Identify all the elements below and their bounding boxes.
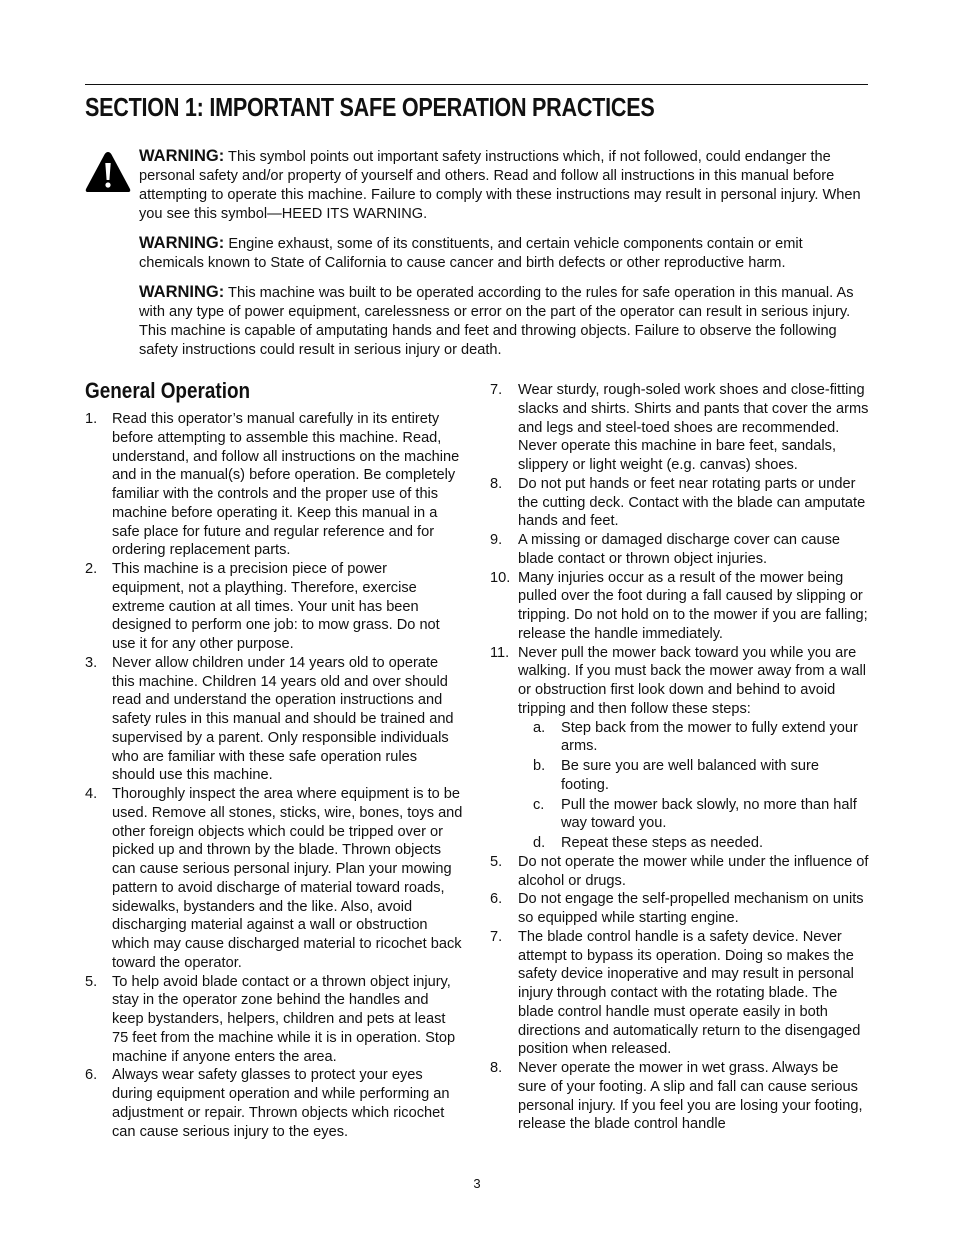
list-item <box>85 1066 463 1141</box>
warning-text: This machine was built to be operated according to the rules for safe operation in this manual. As with any type of power equipment, carelessness or error on the part of the operator can result in serious injury. This machine is capable of amputating hands and feet and throwing objects. Failure to observe the following safety instructions could result in serious injury or death. <box>139 285 854 358</box>
page-number: 3 <box>473 1176 481 1191</box>
item-text: This machine is a precision piece of power equipment, not a plaything. Therefore, exercise extreme caution at all times. Your unit has been designed to perform one job: to mow grass. Do not use it for any other purpose. <box>112 561 440 652</box>
warning-paragraph <box>139 147 867 224</box>
item-number: 11. <box>490 644 510 661</box>
item-text: Never pull the mower back toward you while you are walking. If you must back the mower away from a wall or obstruction first look down and behind to avoid tripping and then follow these steps: <box>518 644 866 717</box>
item-number: 8. <box>490 475 503 492</box>
item-text: Do not engage the self-propelled mechanism on units so equipped while starting engine. <box>518 891 864 926</box>
item-number: 2. <box>85 561 98 577</box>
item-number: 10. <box>490 569 511 586</box>
list-item <box>85 785 463 973</box>
item-number: 4. <box>85 786 98 802</box>
general-operation-heading: General Operation <box>85 378 251 403</box>
warnings-block <box>139 147 867 370</box>
item-number: 6. <box>85 1067 98 1084</box>
item-number: 9. <box>490 532 503 548</box>
header-rule <box>85 84 868 85</box>
item-text: The blade control handle is a safety device. Never attempt to bypass its operation. Doing so makes the safety device inoperative and may result in personal injury through contact with the rotating blade. The blade control handle must operate easily in both directions and automatically return to the disengaged position when released. <box>518 928 861 1058</box>
item-text: Never operate the mower in wet grass. Always be sure of your footing. A slip and fall can cause serious personal injury. If you feel you are losing your footing, release the blade control handle <box>518 1060 863 1133</box>
list-item <box>490 644 870 719</box>
item-text: A missing or damaged discharge cover can cause blade contact or thrown object injuries. <box>518 532 841 567</box>
list-item <box>85 654 463 785</box>
sub-item-letter: b. <box>533 758 546 774</box>
item-number: 1. <box>85 411 98 427</box>
list-item <box>490 381 870 475</box>
sub-list-item <box>490 757 870 795</box>
item-number: 6. <box>490 891 503 908</box>
list-item <box>85 973 463 1067</box>
list-item <box>85 410 463 560</box>
sub-item-text: Step back from the mower to fully extend your arms. <box>561 719 858 755</box>
warning-triangle-icon <box>84 150 132 194</box>
sub-item-text: Be sure you are well balanced with sure footing. <box>561 758 819 793</box>
sub-item-letter: d. <box>533 835 546 851</box>
warning-paragraph <box>139 234 867 273</box>
warning-text: Engine exhaust, some of its constituents, and certain vehicle components contain or emit chemicals known to State of California to cause cancer and birth defects or other reproductive harm. <box>139 236 803 271</box>
item-text: To help avoid blade contact or a thrown object injury, stay in the operator zone behind the handles and keep bystanders, helpers, children and pets at least 75 feet from the machine while it is in operation. Stop machine if anyone enters the area. <box>112 973 456 1065</box>
item-text: Thoroughly inspect the area where equipment is to be used. Remove all stones, sticks, wire, bones, toys and other foreign objects which could be tripped over or picked up and thrown by the blade. Thrown objects can cause serious personal injury. Plan your mowing pattern to avoid discharge of material toward roads, sidewalks, bystanders and the like. Also, avoid discharging material against a wall or obstruction which may cause discharged material to ricochet back toward the operator. <box>112 786 463 971</box>
item-number: 5. <box>85 973 98 990</box>
warning-label: WARNING: <box>139 283 225 301</box>
item-number: 5. <box>490 853 503 870</box>
list-item <box>490 853 870 891</box>
item-number: 8. <box>490 1060 503 1076</box>
item-text: Wear sturdy, rough-soled work shoes and close-fitting slacks and shirts. Shirts and pants that cover the arms and legs and steel-toed shoes are recommended. Never operate this machine in bare feet, sandals, slippery or light weight (e.g. canvas) shoes. <box>518 382 869 473</box>
item-text: Read this operator’s manual carefully in its entirety before attempting to assemble this machine. Read, understand, and follow all instructions on the machine and in the manual(s) before operation. Be completely familiar with the controls and the proper use of this machine before operating it. Keep this manual in a safe place for future and regular reference and for ordering replacement parts. <box>112 411 460 559</box>
list-item <box>490 475 870 531</box>
list-item <box>85 560 463 654</box>
right-column <box>490 381 870 1134</box>
list-item <box>490 928 870 1059</box>
item-text: Always wear safety glasses to protect your eyes during equipment operation and while performing an adjustment or repair. Thrown objects which ricochet can cause serious injury to the eyes. <box>112 1067 450 1140</box>
item-text: Do not put hands or feet near rotating parts or under the cutting deck. Contact with the blade can amputate hands and feet. <box>518 475 866 530</box>
item-text: Never allow children under 14 years old to operate this machine. Children 14 years old and over should read and understand the operation instructions and safety rules in this manual and should be trained and supervised by a parent. Only responsible individuals who are familiar with these safe operation rules should use this machine. <box>112 654 454 784</box>
list-item <box>490 890 870 928</box>
warning-text: This symbol points out important safety instructions which, if not followed, could endanger the personal safety and/or property of yourself and others. Read and follow all instructions in this manual before attempting to operate this machine. Failure to comply with these instructions may result in personal injury. When you see this symbol—HEED ITS WARNING. <box>139 149 861 222</box>
sub-item-text: Repeat these steps as needed. <box>561 835 764 851</box>
list-item <box>490 569 870 644</box>
left-column <box>85 410 463 1141</box>
item-number: 7. <box>490 382 503 398</box>
sub-list-item <box>490 719 870 757</box>
sub-item-text: Pull the mower back slowly, no more than half way toward you. <box>561 796 857 832</box>
section-title: SECTION 1: IMPORTANT SAFE OPERATION PRACTICES <box>85 92 655 122</box>
warning-paragraph <box>139 283 867 360</box>
sub-item-letter: c. <box>533 796 545 813</box>
sub-list-item <box>490 834 870 853</box>
item-text: Do not operate the mower while under the influence of alcohol or drugs. <box>518 853 869 889</box>
item-text: Many injuries occur as a result of the mower being pulled over the foot during a fall caused by slipping or tripping. Do not hold on to the mower if you are falling; release the handle immediately. <box>518 569 868 642</box>
item-number: 3. <box>85 654 98 671</box>
sub-list-item <box>490 796 870 834</box>
list-item <box>490 1059 870 1134</box>
list-item <box>490 531 870 569</box>
warning-label: WARNING: <box>139 234 225 252</box>
item-number: 7. <box>490 928 503 945</box>
warning-label: WARNING: <box>139 147 225 165</box>
sub-item-letter: a. <box>533 719 546 736</box>
